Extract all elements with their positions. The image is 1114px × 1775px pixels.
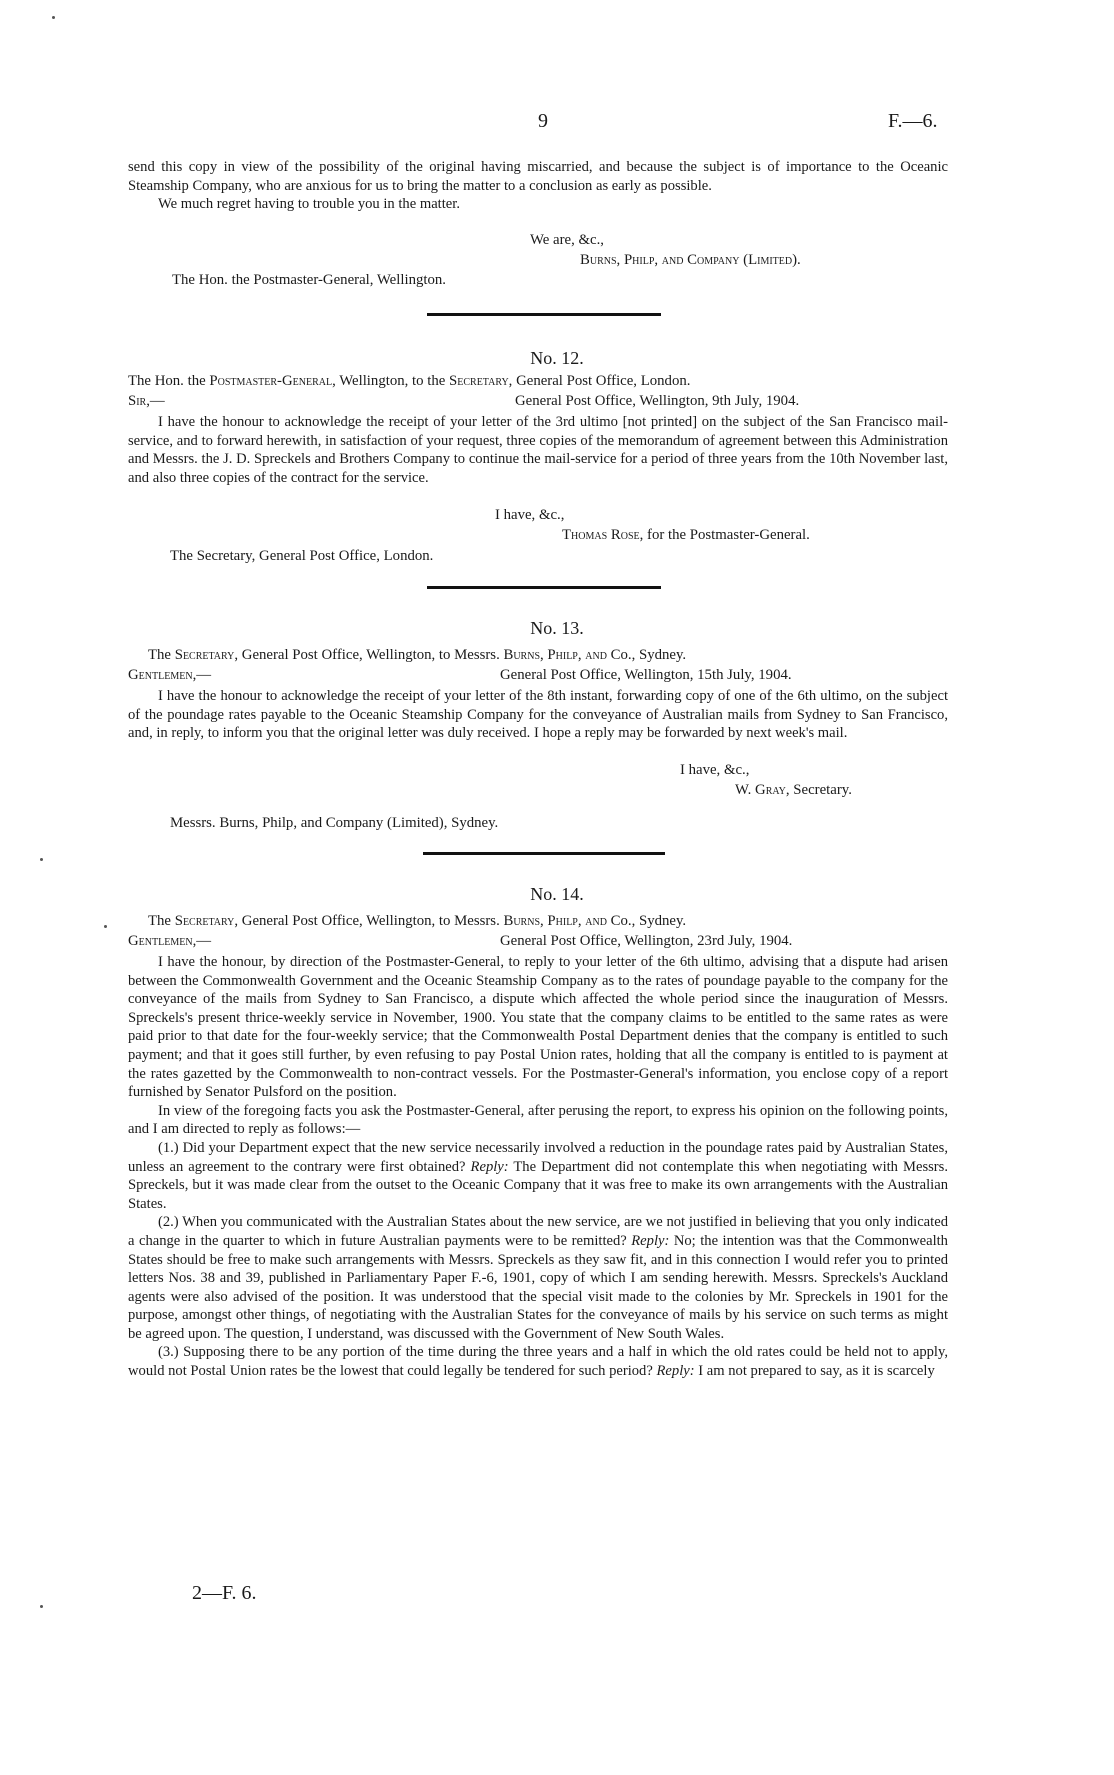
section-divider [423,852,665,855]
signatory-title: , for the Postmaster-General. [639,527,810,543]
reply-label: Reply: [656,1363,695,1380]
from-to-recipient: Burns, Philp, and [503,913,607,929]
from-to-text: , General Post Office, Wellington, to Messrs. [234,913,504,929]
letter-14-salutation: Gentlemen,— [128,933,212,949]
from-to-sender: Secretary [174,647,235,663]
letter-12-from-to [128,373,690,390]
opening-closing: We are, &c., [530,232,604,248]
from-to-text: Co., Sydney. [606,913,687,929]
scan-speck [40,858,43,861]
letter-13-signature [735,782,852,799]
from-to-text: The [148,913,175,929]
printer-signature-mark: 2—F. 6. [192,1582,257,1604]
scan-speck [52,16,55,19]
question-text: (2.) When you communicated with the Australian States about the new service, are we not justified in believing that you only indicated a change in the quarter to which in future Australian payments were to be remitted? [128,1214,948,1249]
continuation-text: send this copy in view of the possibility of the original having miscarried, and because the subject is of importance to the Oceanic Steamship Company, who are anxious for us to bring the matter to a conclusion as early as possible. [128,159,948,194]
section-divider [427,586,661,589]
from-to-sender: Secretary [174,913,235,929]
letter-14-number: No. 14. [530,884,584,904]
letter-13-number: No. 13. [530,618,584,638]
letter-13-dateline: General Post Office, Wellington, 15th July, 1904. [500,667,792,683]
question-3 [128,1343,948,1380]
reply-label: Reply: [470,1158,509,1175]
letter-12-closing: I have, &c., [495,507,565,523]
from-to-recipient: Burns, Philp, and [503,647,607,663]
question-1 [128,1139,948,1213]
reply-text: The Department did not contemplate this when negotiating with Messrs. Spreckels, but it was made clear from the outset to the Oceanic Company that it was free to make its own arrangements with the Australian States. [128,1158,948,1212]
document-reference: F.—6. [888,110,938,132]
letter-14-paragraph-2: In view of the foregoing facts you ask the Postmaster-General, after perusing the report, to express his opinion on the following points, and I am directed to reply as follows:— [128,1102,948,1138]
letter-12-signature [562,527,810,544]
letter-13-closing: I have, &c., [680,762,750,778]
from-to-text: , Wellington, to the [332,373,450,389]
letter-14-dateline: General Post Office, Wellington, 23rd July, 1904. [500,933,793,949]
from-to-text: , General Post Office, Wellington, to Messrs. [234,647,504,663]
signatory-initial: W. [735,782,756,798]
letter-12-addressee: The Secretary, General Post Office, London. [170,548,434,564]
letter-14-paragraph-1: I have the honour, by direction of the Postmaster-General, to reply to your letter of the 6th ultimo, advising that a dispute had arisen between the Commonwealth Government and the Oceanic Steamship Company as to the rates of poundage payable to the company for the conveyance of the mails from Sydney to San Francisco, a dispute which affected the whole period since the inauguration of Messrs. Spreckels's present thrice-weekly service in November, 1900. You state that the company claims to be entitled to the same rates as were paid prior to that date for the four-weekly service; that the Commonwealth Postal Department denies that the company is entitled to such payment; and that it goes still further, by even refusing to pay Postal Union rates, holding that all the company is entitled to is payment at the rates gazetted by the Commonwealth to non-contract vessels. For the Postmaster-General's information, you enclose copy of a report furnished by Senator Pulsford on the position. [128,954,948,1101]
signatory-name: Gray [755,782,786,798]
from-to-text: The [148,647,175,663]
signatory-title: , Secretary. [785,782,852,798]
question-text: (1.) Did your Department expect that the new service necessarily involved a reduction in the poundage rates paid by Australian States, unless an agreement to the contrary were first obtained? [128,1139,948,1175]
letter-14-body [128,953,948,1381]
letter-13-addressee: Messrs. Burns, Philp, and Company (Limited), Sydney. [170,815,499,831]
letter-13-body: I have the honour to acknowledge the receipt of your letter of the 8th instant, forwarding copy of one of the 6th ultimo, on the subject of the poundage rates payable to the Oceanic Steamship Company for the conveyance of Australian mails from Sydney to San Francisco, and, in reply, to inform you that the original letter was duly received. I hope a reply may be forwarded by next week's mail. [128,688,948,742]
letter-12-number: No. 12. [530,348,584,368]
letter-13-salutation: Gentlemen,— [128,667,212,683]
letter-12-dateline: General Post Office, Wellington, 9th July, 1904. [515,393,800,409]
from-to-text: Co., Sydney. [606,647,687,663]
opening-addressee: The Hon. the Postmaster-General, Wellington. [172,272,446,288]
opening-signature: Burns, Philp, and Company (Limited). [580,252,801,268]
from-to-text: , General Post Office, London. [508,373,691,389]
question-2 [128,1213,948,1343]
reply-text: I am not prepared to say, as it is scarcely [694,1363,935,1380]
signatory-name: Thomas Rose [562,527,640,543]
reply-text: No; the intention was that the Commonwealth States should be free to make such arrangements with Messrs. Spreckels as they saw fit, and in this connection I would refer you to printed letters Nos. 38 and 39, published in Parliamentary Paper F.-6, 1901, copy of which I am sending herewith. Messrs. Spreckels's Auckland agents were also advised of the position. It was understood that the special visit made to the colonies by Mr. Spreckels in 1901 for the purpose, amongst other things, of negotiating with the Australian States for the conveyance of mails by his service on such terms as might be agreed upon. The question, I understand, was discussed with the Government of New South Wales. [128,1232,948,1342]
from-to-sender: Postmaster-General [209,373,333,389]
from-to-text: The Hon. the [128,373,210,389]
regret-text: We much regret having to trouble you in the matter. [158,196,460,213]
page-number: 9 [538,110,548,132]
letter-14-from-to [148,913,686,930]
question-text: (3.) Supposing there to be any portion of the time during the three years and a half in which the old rates could be held not to apply, would not Postal Union rates be the lowest that could legally be tendered for such period? [128,1344,948,1380]
letter-12-salutation: Sir,— [128,393,165,409]
reply-label: Reply: [631,1232,670,1249]
letter-13-from-to [148,647,686,664]
opening-paragraph [128,158,948,214]
letter-12-body: I have the honour to acknowledge the receipt of your letter of the 3rd ultimo [not printed] on the subject of the San Francisco mail-service, and to forward herewith, in satisfaction of your request, three copies of the memorandum of agreement between this Administration and Messrs. the J. D. Spreckels and Brothers Company to continue the mail-service for a period of three years from the 10th November last, and also three copies of the contract for the service. [128,414,948,486]
from-to-recipient: Secretary [449,373,509,389]
scan-speck [104,925,107,928]
section-divider [427,313,661,316]
scan-speck [40,1605,43,1608]
